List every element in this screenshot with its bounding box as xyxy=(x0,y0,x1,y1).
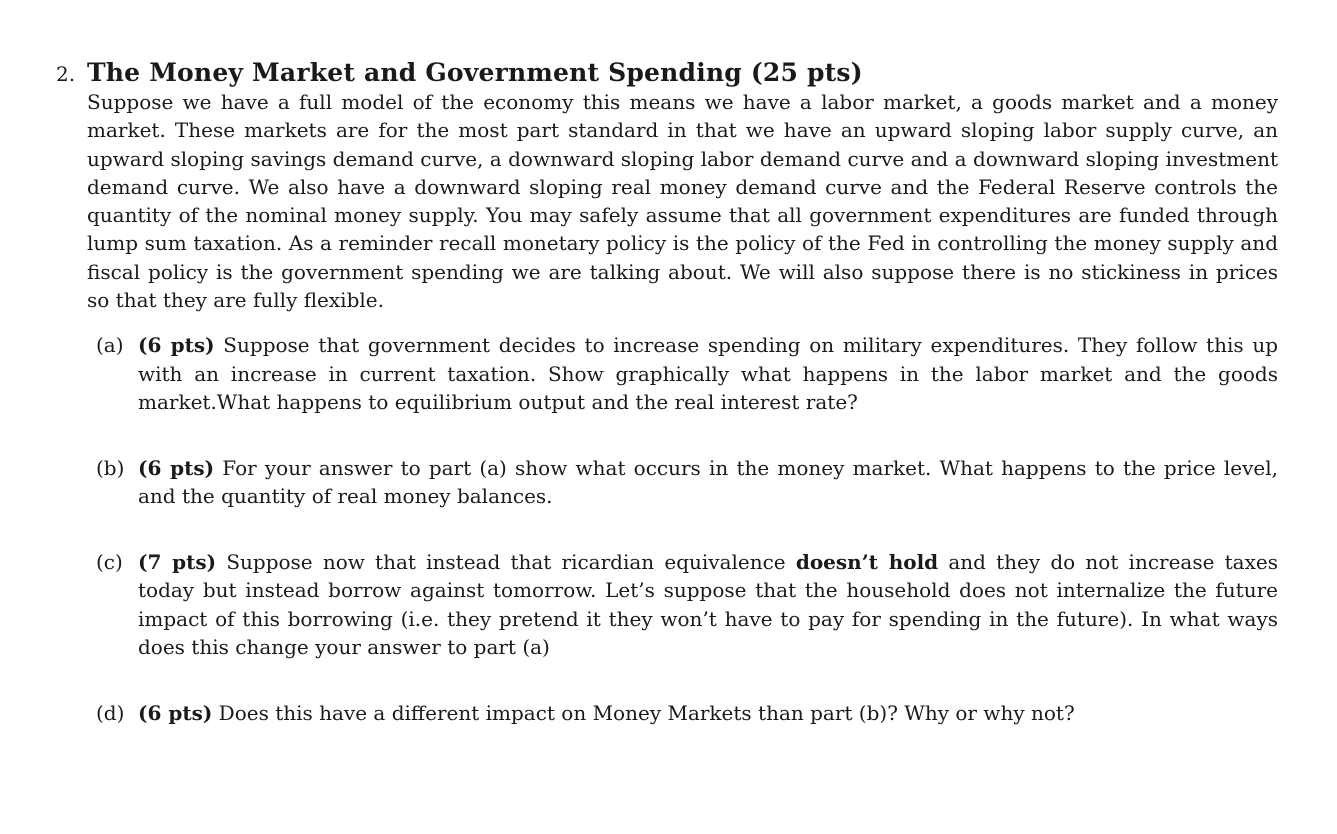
part-b-label: (b) xyxy=(96,455,125,480)
part-d-label: (d) xyxy=(96,700,125,725)
part-c-emphasis: doesn’t hold xyxy=(795,549,939,574)
problem-heading xyxy=(56,58,1278,87)
parts-list xyxy=(96,331,1278,727)
part-d xyxy=(96,699,1278,728)
part-b xyxy=(96,454,1278,511)
part-c-body xyxy=(138,548,1278,662)
part-d-text: Does this have a different impact on Money Markets than part (b)? Why or why not? xyxy=(212,700,1075,725)
part-c-label: (c) xyxy=(96,549,123,574)
part-d-points: (6 pts) xyxy=(138,700,213,725)
part-b-points: (6 pts) xyxy=(138,455,215,480)
problem-2 xyxy=(56,58,1278,727)
part-b-body xyxy=(138,454,1278,511)
part-a-body xyxy=(138,331,1278,417)
part-c-points: (7 pts) xyxy=(138,549,217,574)
part-c-text-before: Suppose now that instead that ricardian equivalence xyxy=(216,549,796,574)
part-a-label: (a) xyxy=(96,333,124,358)
problem-intro: Suppose we have a full model of the economy this means we have a labor market, a goods market and a money market. These markets are for the most part standard in that we have an upward sloping labor supply curve, an upward sloping savings demand curve, a downward sloping labor demand curve and a downward sloping investment demand curve. We also have a downward sloping real money demand curve and the Federal Reserve controls the quantity of the nominal money supply. You may safely assume that all government expenditures are funded through lump sum taxation. As a reminder recall monetary policy is the policy of the Fed in controlling the money supply and fiscal policy is the government spending we are talking about. We will also suppose there is no stickiness in prices so that they are fully flexible. xyxy=(87,90,1278,313)
part-d-body xyxy=(138,699,1278,728)
problem-title: The Money Market and Government Spending (25 pts) xyxy=(87,58,863,87)
part-a-text: Suppose that government decides to increase spending on military expenditures. They follow this up with an increase in current taxation. Show graphically what happens in the labor market and the goods market.What happens to equilibrium output and the real interest rate? xyxy=(138,333,1279,415)
problem-number: 2. xyxy=(56,62,76,86)
part-c-text-after: and they do not increase taxes today but instead borrow against tomorrow. Let’s suppose that the household does not internalize the future impact of this borrowing (i.e. they pretend it they won’t have to pay for spending in the future). In what ways does this change your answer to part (a) xyxy=(138,549,1278,660)
part-b-text: For your answer to part (a) show what occurs in the money market. What happens to the price level, and the quantity of real money balances. xyxy=(138,455,1278,509)
part-a-points: (6 pts) xyxy=(138,333,215,358)
part-a xyxy=(96,331,1278,417)
part-c xyxy=(96,548,1278,662)
